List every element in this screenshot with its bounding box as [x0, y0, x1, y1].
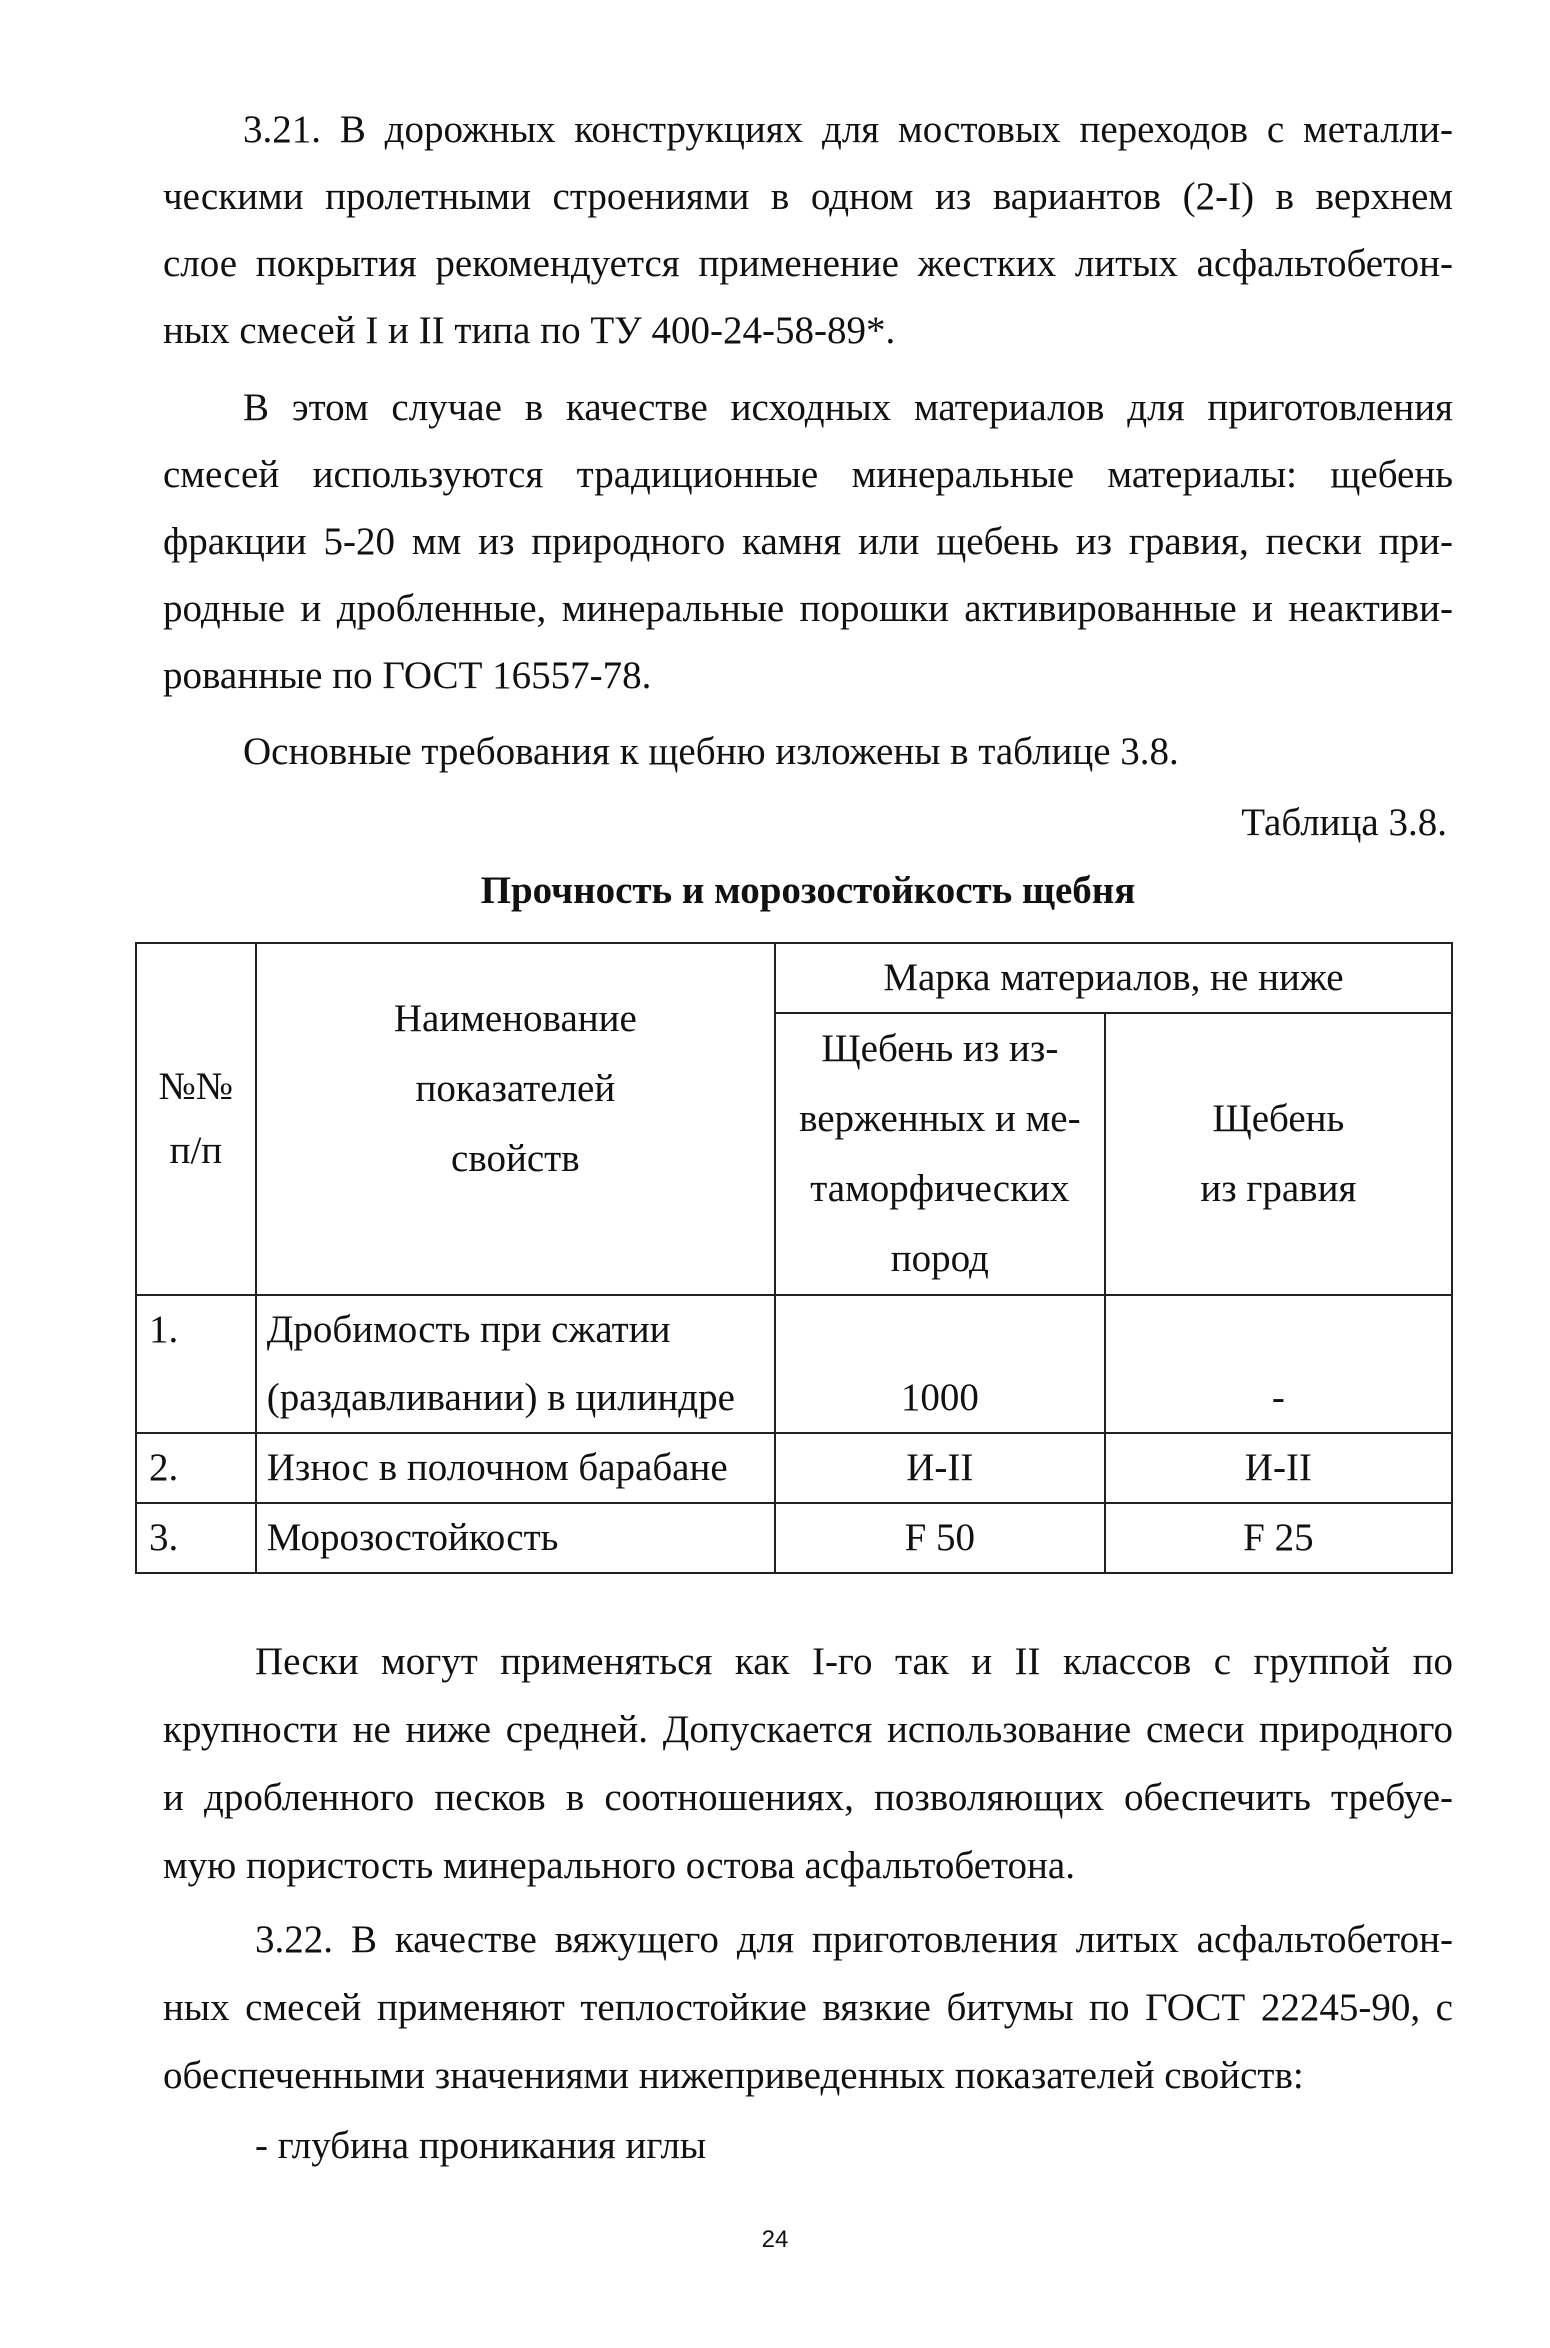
header-name [256, 943, 775, 1295]
paragraph-sands [163, 1628, 1453, 1900]
header-num [136, 943, 256, 1295]
row-name [256, 1295, 775, 1433]
header-igneous [775, 1013, 1105, 1295]
header-name-line: свойств [451, 1137, 580, 1180]
row-name-line: Дробимость при сжатии [266, 1308, 671, 1351]
table-header-row [136, 943, 1452, 1013]
text-line: - глубина проникания иглы [255, 2124, 707, 2167]
page-number: 24 [761, 2226, 789, 2253]
text-line: смесей используются традиционные минеральные материалы: щебень [163, 453, 1453, 496]
text-line: ческими пролетными строениями в одном из вариантов (2-I) в верхнем [163, 175, 1453, 218]
row-name [256, 1503, 775, 1573]
table-caption: Таблица 3.8. [1241, 801, 1447, 844]
row-igneous: 1000 [775, 1295, 1105, 1433]
text-line: родные и дробленные, минеральные порошки активированные и неактиви- [163, 587, 1453, 630]
table-row [136, 1503, 1452, 1573]
row-gravel: И-II [1105, 1433, 1452, 1503]
text-line: фракции 5-20 мм из природного камня или щебень из гравия, пески при- [163, 520, 1453, 563]
header-gravel-line: из гравия [1200, 1167, 1357, 1210]
text-line: ных смесей I и II типа по ТУ 400-24-58-89*. [163, 309, 896, 352]
text-line: слое покрытия рекомендуется применение жестких литых асфальтобетон- [163, 242, 1453, 285]
specs-table [135, 942, 1453, 1574]
row-igneous: F 50 [775, 1503, 1105, 1573]
header-igneous-line: Щебень из из- [821, 1027, 1059, 1070]
header-num-line: №№ [158, 1065, 234, 1108]
text-line: В этом случае в качестве исходных материалов для приготовления [243, 386, 1453, 429]
text-line: Пески могут применяться как I-го так и II классов с группой по [255, 1640, 1453, 1683]
text-line: 3.22. В качестве вяжущего для приготовления литых асфальтобетон- [255, 1918, 1453, 1961]
header-gravel [1105, 1013, 1452, 1295]
row-num: 2. [136, 1433, 256, 1503]
header-igneous-line: таморфических [810, 1167, 1070, 1210]
row-name-line: Износ в полочном барабане [266, 1446, 728, 1489]
text-line: крупности не ниже средней. Допускается использование смеси природного [163, 1708, 1453, 1751]
text-line: 3.21. В дорожных конструкциях для мостовых переходов с металли- [243, 108, 1453, 151]
paragraph-requirements [163, 718, 1453, 785]
text-line: ных смесей применяют теплостойкие вязкие битумы по ГОСТ 22245-90, с [163, 1986, 1453, 2029]
list-item [163, 2112, 1453, 2180]
header-num-line: п/п [169, 1129, 223, 1172]
header-igneous-line: пород [890, 1237, 989, 1280]
table-row [136, 1433, 1452, 1503]
row-igneous: И-II [775, 1433, 1105, 1503]
paragraph-3-22 [163, 1906, 1453, 2110]
row-gravel: F 25 [1105, 1503, 1452, 1573]
header-gravel-line: Щебень [1212, 1097, 1345, 1140]
row-num: 1. [136, 1295, 256, 1433]
row-name-line: Морозостойкость [266, 1516, 559, 1559]
row-name-line: (раздавливании) в цилиндре [266, 1376, 735, 1419]
table-title: Прочность и морозостойкость щебня [480, 869, 1136, 912]
header-name-line: показателей [415, 1067, 616, 1110]
text-line: рованные по ГОСТ 16557-78. [163, 654, 652, 697]
text-line: мую пористость минерального остова асфальтобетона. [163, 1844, 1075, 1887]
paragraph-materials [163, 374, 1453, 709]
paragraph-3-21 [163, 96, 1453, 364]
row-gravel: - [1105, 1295, 1452, 1433]
row-num: 3. [136, 1503, 256, 1573]
table-row [136, 1295, 1452, 1433]
header-name-line: Наименование [393, 997, 637, 1040]
row-name [256, 1433, 775, 1503]
header-igneous-line: верженных и ме- [799, 1097, 1081, 1140]
header-group: Марка материалов, не ниже [775, 943, 1452, 1013]
text-line: Основные требования к щебню изложены в таблице 3.8. [243, 730, 1179, 773]
text-line: обеспеченными значениями нижеприведенных показателей свойств: [163, 2054, 1304, 2097]
text-line: и дробленного песков в соотношениях, позволяющих обеспечить требуе- [163, 1776, 1453, 1819]
